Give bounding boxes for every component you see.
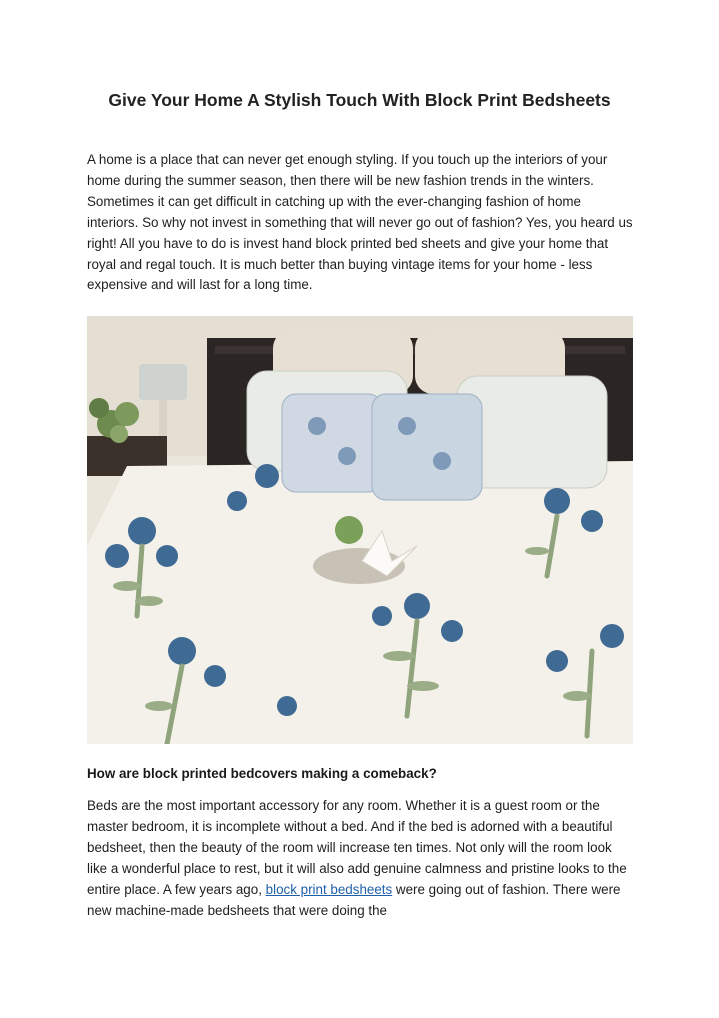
body-text-after-link: were going out of fashion. There were new machine-made bedsheets that were doing the (87, 881, 621, 918)
bedsheet-photo (87, 316, 633, 744)
intro-paragraph: A home is a place that can never get enough styling. If you touch up the interiors of your home during the summer season, then there will be new fashion trends in the winters. Sometimes it can get difficult in catching up with the ever-changing fashion of home interiors. So why not invest in something that will never go out of fashion? Yes, you heard us right! All you have to do is invest hand block printed bed sheets and give your home that royal and regal touch. It is much better than buying vintage items for your home - less expensive and will last for a long time. (87, 152, 633, 293)
body-text-before-link: Beds are the most important accessory for any room. Whether it is a guest room or the master bedroom, it is incomplete without a bed. And if the bed is adorned with a beautiful bedsheet, then the beauty of the room will increase ten times. Not only will the room look like a wonderful place to rest, but it will also add genuine calmness and pristine looks to the entire place. A few years ago, (87, 798, 627, 897)
page-title: Give Your Home A Stylish Touch With Block Print Bedsheets (108, 90, 611, 110)
block-print-bedsheets-link[interactable]: block print bedsheets (265, 881, 393, 897)
body-paragraph (87, 796, 635, 921)
section-heading: How are block printed bedcovers making a comeback? (87, 766, 437, 781)
